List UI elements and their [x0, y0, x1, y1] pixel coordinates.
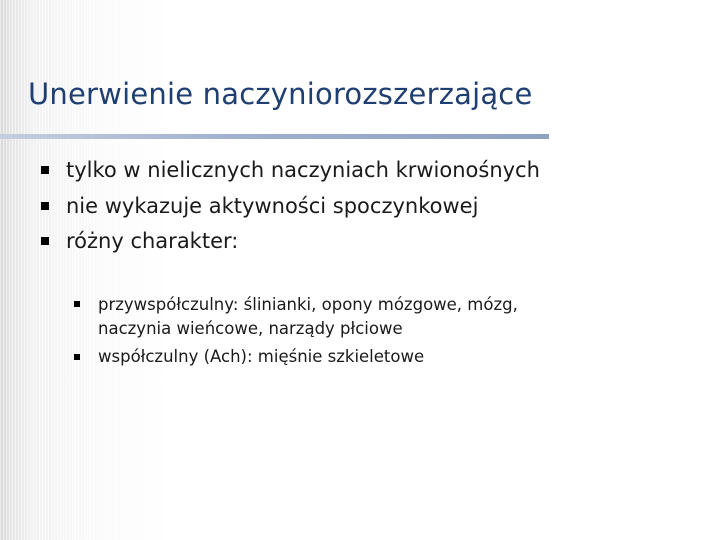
square-bullet-icon: [41, 202, 49, 210]
sub-list-item-text: przywspółczulny: ślinianki, opony mózgowe, mózg,: [98, 295, 518, 314]
title-underline: [0, 134, 549, 139]
square-bullet-icon: [41, 237, 49, 245]
square-bullet-icon: [41, 166, 49, 174]
sub-list-item-text-continued: naczynia wieńcowe, narządy płciowe: [98, 319, 403, 338]
list-item-text: nie wykazuje aktywności spoczynkowej: [66, 194, 479, 218]
list-item-text: tylko w nielicznych naczyniach krwionośnych: [66, 158, 540, 182]
slide-title: Unerwienie naczyniorozszerzające: [28, 77, 533, 111]
list-item-text: różny charakter:: [66, 229, 239, 253]
square-bullet-icon: [74, 301, 80, 307]
sub-list-item-text: współczulny (Ach): mięśnie szkieletowe: [98, 347, 425, 366]
square-bullet-icon: [74, 354, 80, 360]
